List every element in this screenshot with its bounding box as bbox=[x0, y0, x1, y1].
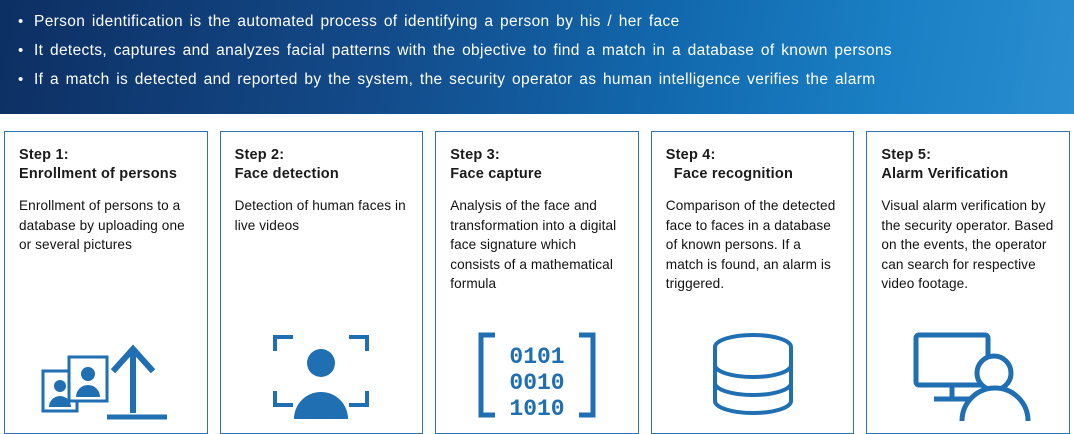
upload-persons-icon bbox=[5, 326, 207, 421]
step-card-2 bbox=[220, 131, 424, 434]
bullet-marker-icon: • bbox=[18, 42, 24, 59]
banner-bullet-2 bbox=[18, 41, 1056, 61]
step-card-5 bbox=[866, 131, 1070, 434]
monitor-operator-icon bbox=[867, 326, 1069, 421]
banner-bullet-2-text: It detects, captures and analyzes facial patterns with the objective to find a match in a database of known persons bbox=[34, 42, 893, 59]
step-card-3-title: Face capture bbox=[450, 166, 543, 182]
bullet-marker-icon: • bbox=[18, 71, 24, 88]
step-card-5-label: Step 5: bbox=[881, 147, 932, 163]
step-card-2-title: Face detection bbox=[234, 166, 339, 182]
step-card-4-body: Comparison of the detected face to faces in a database of known persons. If a match is found, an alarm is triggered. bbox=[665, 198, 836, 291]
binary-code-icon bbox=[436, 326, 638, 421]
svg-text:0101: 0101 bbox=[509, 344, 565, 370]
step-card-5-body: Visual alarm verification by the security operator. Based on the events, the operator can search for respective video footage. bbox=[881, 198, 1054, 291]
intro-banner bbox=[0, 0, 1074, 114]
step-card-2-label: Step 2: bbox=[234, 147, 285, 163]
step-card-1 bbox=[4, 131, 208, 434]
svg-text:0010: 0010 bbox=[509, 370, 565, 396]
step-card-4 bbox=[651, 131, 855, 434]
step-card-1-body: Enrollment of persons to a database by uploading one or several pictures bbox=[19, 198, 185, 252]
step-card-4-label: Step 4: bbox=[665, 147, 716, 163]
banner-bullet-1 bbox=[18, 12, 1056, 32]
step-card-1-label: Step 1: bbox=[19, 147, 69, 163]
step-card-3-label: Step 3: bbox=[450, 147, 500, 163]
step-card-5-title: Alarm Verification bbox=[881, 166, 1009, 182]
step-card-2-body: Detection of human faces in live videos bbox=[234, 198, 406, 233]
database-cylinder-icon bbox=[652, 326, 854, 421]
step-card-3 bbox=[435, 131, 639, 434]
banner-bullet-1-text: Person identification is the automated process of identifying a person by his / her face bbox=[34, 13, 680, 30]
step-card-3-body: Analysis of the face and transformation into a digital face signature which consists of a mathematical formula bbox=[450, 198, 617, 291]
face-detection-frame-icon bbox=[221, 326, 423, 421]
bullet-marker-icon: • bbox=[18, 13, 24, 30]
banner-bullet-3-text: If a match is detected and reported by the system, the security operator as human intelligence verifies the alarm bbox=[34, 71, 876, 88]
banner-bullet-3 bbox=[18, 70, 1056, 90]
svg-text:1010: 1010 bbox=[509, 396, 565, 421]
step-card-1-title: Enrollment of persons bbox=[19, 166, 178, 182]
steps-row bbox=[0, 131, 1074, 434]
step-card-4-title: Face recognition bbox=[673, 166, 794, 182]
